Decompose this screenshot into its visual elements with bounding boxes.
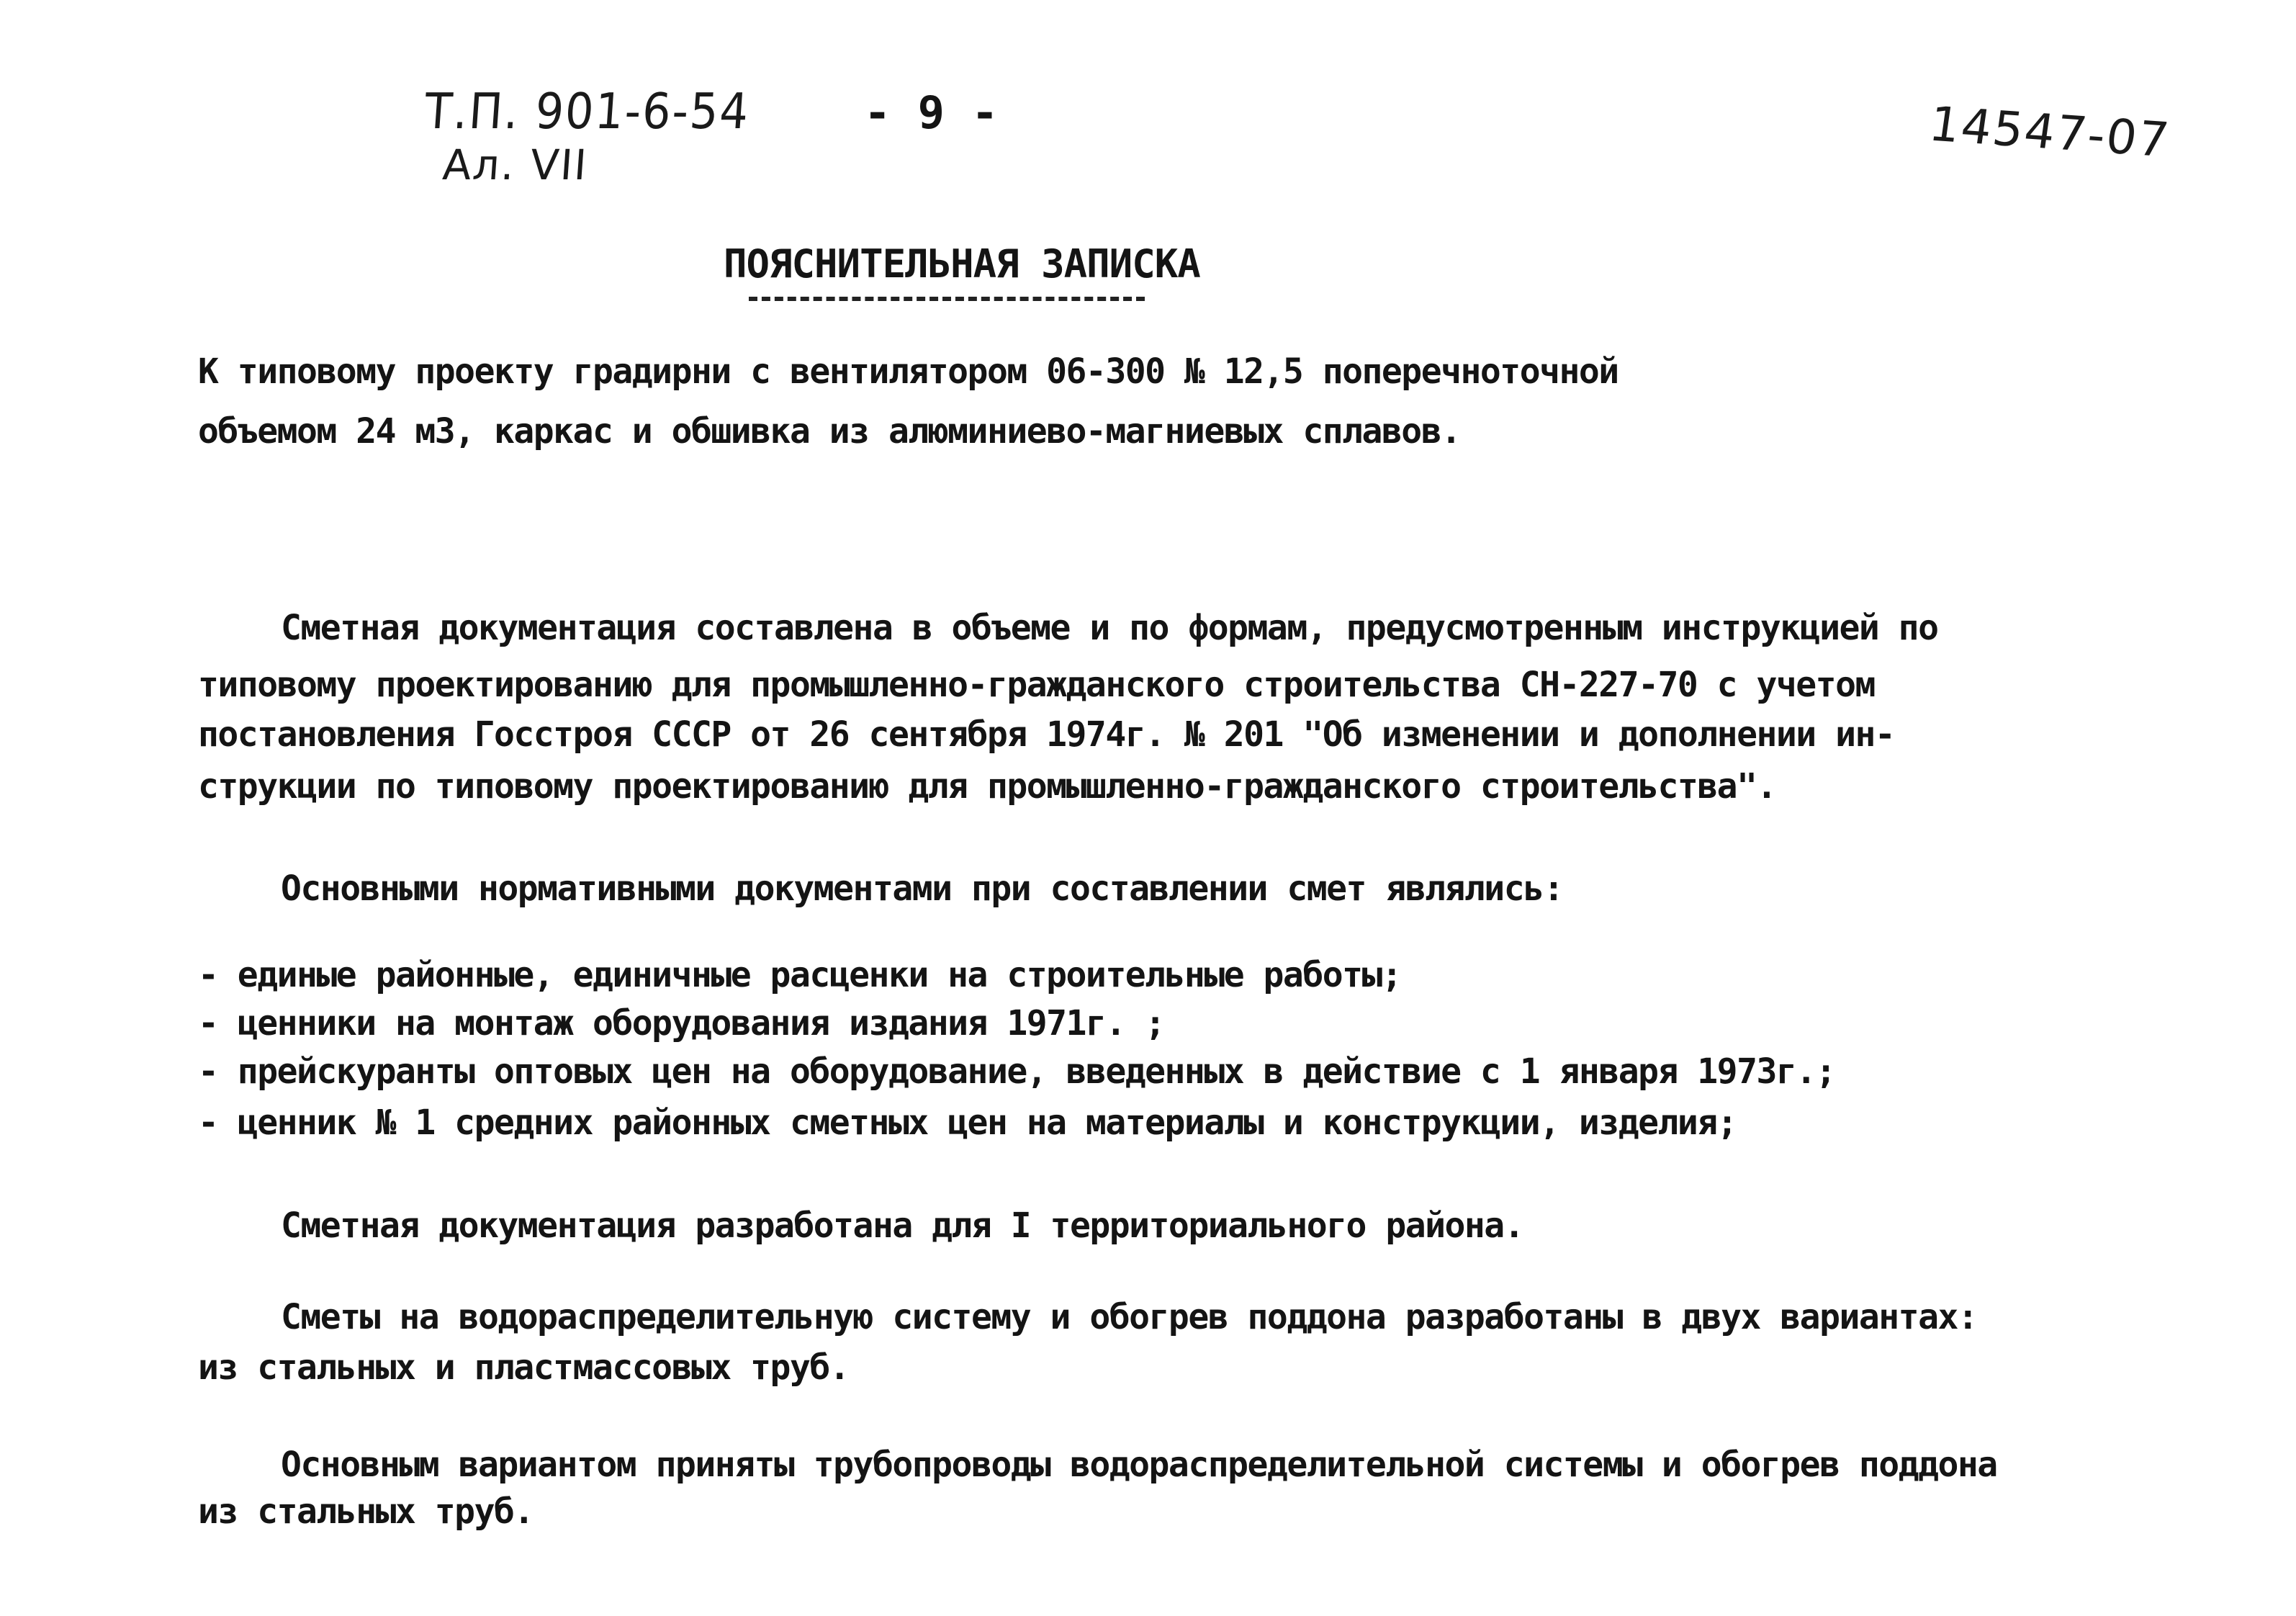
inventory-number: 14547-07 (1926, 96, 2174, 169)
project-code: Т.П. 901-6-54 (423, 82, 752, 140)
paragraph-line: Основными нормативными документами при составлении смет являлись: (281, 868, 1563, 909)
list-item: - прейскуранты оптовых цен на оборудование, введенных в действие с 1 января 1973г.; (198, 1051, 1836, 1092)
list-item: - ценники на монтаж оборудования издания 1971г. ; (198, 1003, 1165, 1043)
document-title: ПОЯСНИТЕЛЬНАЯ ЗАПИСКА (724, 241, 1200, 287)
paragraph-line: из стальных труб. (198, 1491, 534, 1532)
paragraph-line: Сметная документация составлена в объеме и по формам, предусмотренным инструкцией по (281, 608, 1938, 648)
subtitle-line: К типовому проекту градирни с вентилятором 06-300 № 12,5 поперечноточной (198, 351, 1619, 392)
paragraph-line: Сметная документация разработана для I территориального района. (281, 1206, 1524, 1246)
paragraph-line: из стальных и пластмассовых труб. (198, 1347, 850, 1388)
album-reference: Ал. VII (441, 140, 590, 189)
list-item: - единые районные, единичные расценки на строительные работы; (198, 955, 1402, 995)
paragraph-line: струкции по типовому проектированию для промышленно-гражданского строительства". (198, 766, 1776, 807)
title-underline (749, 297, 1145, 301)
paragraph-line: типовому проектированию для промышленно-гражданского строительства СН-227-70 с учетом (198, 665, 1875, 705)
paragraph-line: постановления Госстроя СССР от 26 сентября 1974г. № 201 "Об изменении и дополнении ин- (198, 714, 1895, 755)
subtitle-line: объемом 24 м3, каркас и обшивка из алюминиево-магниевых сплавов. (198, 411, 1461, 452)
paragraph-line: Основным вариантом приняты трубопроводы водораспределительной системы и обогрев поддона (281, 1445, 1997, 1485)
paragraph-line: Сметы на водораспределительную систему и обогрев поддона разработаны в двух вариантах: (281, 1297, 1978, 1337)
list-item: - ценник № 1 средних районных сметных цен на материалы и конструкции, изделия; (198, 1103, 1737, 1143)
page-number: - 9 - (864, 86, 999, 139)
